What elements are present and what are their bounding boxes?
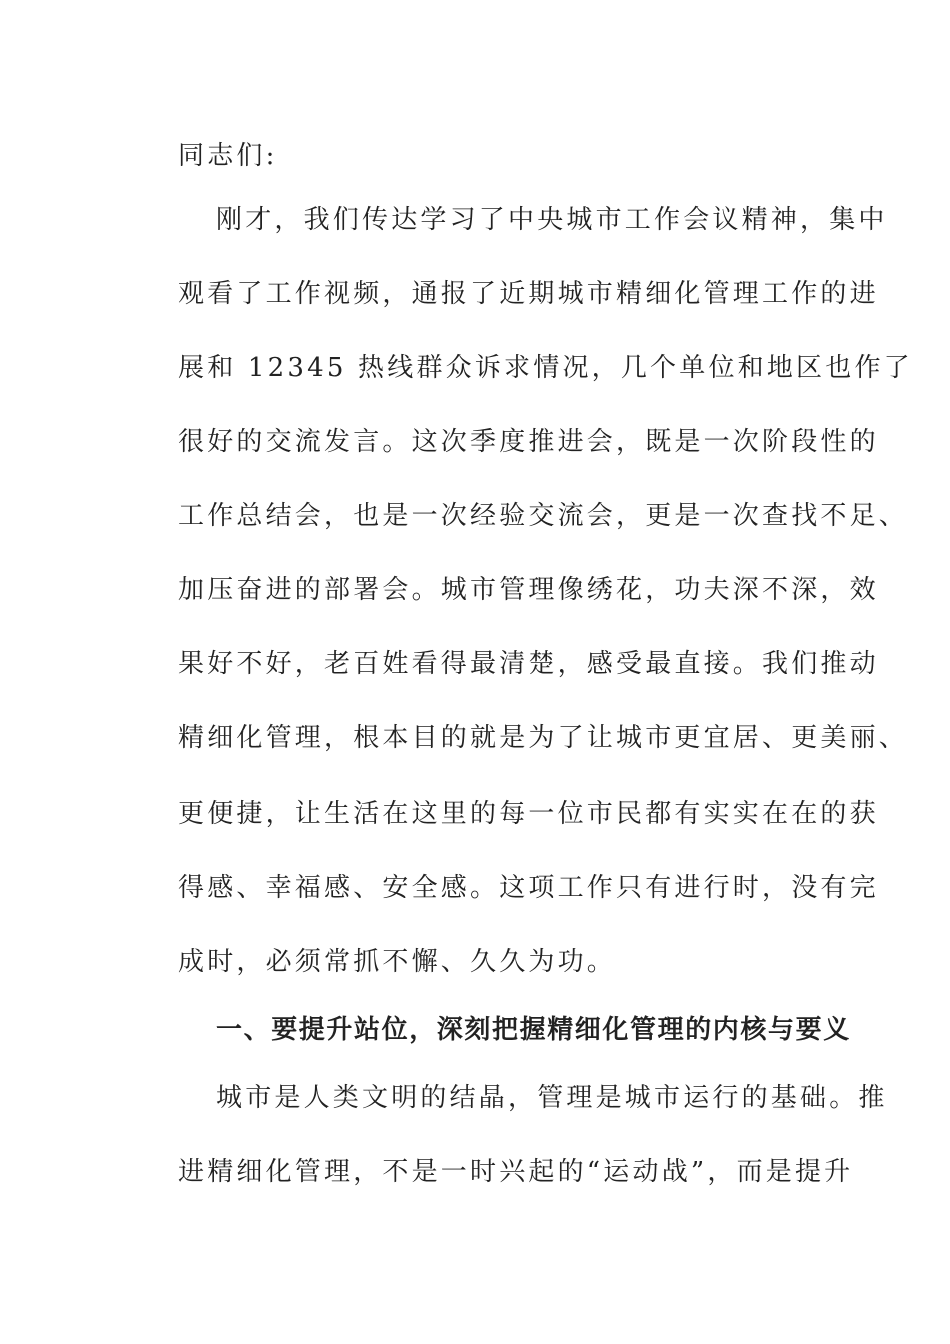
paragraph-1-line-5: 工作总结会，也是一次经验交流会，更是一次查找不足、 xyxy=(178,501,909,531)
paragraph-1-line-1: 刚才，我们传达学习了中央城市工作会议精神，集中 xyxy=(216,205,888,235)
paragraph-1-line-8: 精细化管理，根本目的就是为了让城市更宜居、更美丽、 xyxy=(178,723,909,753)
paragraph-2-line-1: 城市是人类文明的结晶，管理是城市运行的基础。推 xyxy=(216,1083,888,1113)
salutation: 同志们: xyxy=(178,141,278,171)
paragraph-1-line-7: 果好不好，老百姓看得最清楚，感受最直接。我们推动 xyxy=(178,649,879,679)
paragraph-1-line-11: 成时，必须常抓不懈、久久为功。 xyxy=(178,947,617,977)
paragraph-1-line-3: 展和 12345 热线群众诉求情况，几个单位和地区也作了 xyxy=(178,353,913,383)
paragraph-2-line-2: 进精细化管理，不是一时兴起的“运动战”，而是提升 xyxy=(178,1157,854,1187)
paragraph-1-line-10: 得感、幸福感、安全感。这项工作只有进行时，没有完 xyxy=(178,873,879,903)
paragraph-1-line-4: 很好的交流发言。这次季度推进会，既是一次阶段性的 xyxy=(178,427,879,457)
paragraph-1-line-9: 更便捷，让生活在这里的每一位市民都有实实在在的获 xyxy=(178,799,879,829)
paragraph-1-line-2: 观看了工作视频，通报了近期城市精细化管理工作的进 xyxy=(178,279,879,309)
paragraph-1-line-6: 加压奋进的部署会。城市管理像绣花，功夫深不深，效 xyxy=(178,575,879,605)
section-1-heading: 一、要提升站位，深刻把握精细化管理的内核与要义 xyxy=(216,1015,851,1045)
